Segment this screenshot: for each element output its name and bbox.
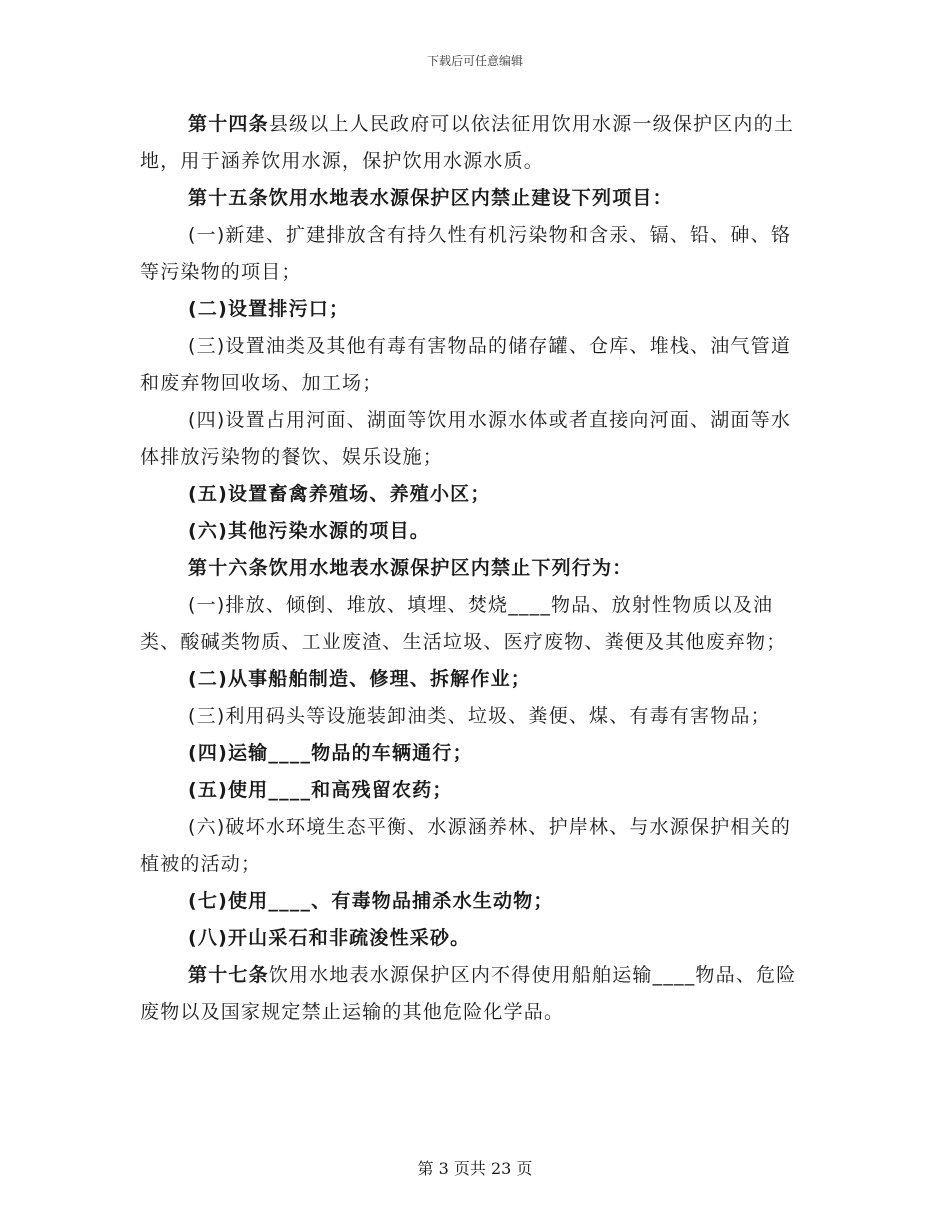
list-item: (八)开山采石和非疏浚性采砂。 bbox=[188, 927, 471, 949]
list-item: (四)运输____物品的车辆通行； bbox=[188, 742, 473, 764]
list-item: (六)其他污染水源的项目。 bbox=[188, 520, 430, 542]
list-item: (一)排放、倾倒、堆放、填埋、焚烧____物品、放射性物质以及油类、酸碱类物质、工业废渣、生活垃圾、医疗废物、粪便及其他废弃物； bbox=[140, 594, 787, 653]
article-label: 第十四条 bbox=[188, 113, 269, 135]
article-15-heading: 第十五条饮用水地表水源保护区内禁止建设下列项目： bbox=[188, 187, 673, 209]
article-text: 县级以上人民政府可以依法征用饮用水源一级保护区内的土地，用于涵养饮用水源，保护饮用水源水质。 bbox=[140, 113, 795, 172]
list-item: (五)设置畜禽养殖场、养殖小区； bbox=[188, 483, 491, 505]
list-item: (三)设置油类及其他有毒有害物品的储存罐、仓库、堆栈、油气管道和废弃物回收场、加工场； bbox=[140, 335, 792, 394]
list-item: (五)使用____和高残留农药； bbox=[188, 779, 453, 801]
article-text: 饮用水地表水源保护区内不得使用船舶运输____物品、危险废物以及国家规定禁止运输的其他危险化学品。 bbox=[140, 964, 797, 1023]
list-item: (二)设置排污口； bbox=[188, 298, 350, 320]
list-item: (七)使用____、有毒物品捕杀水生动物； bbox=[188, 890, 554, 912]
list-item: (四)设置占用河面、湖面等饮用水源水体或者直接向河面、湖面等水体排放污染物的餐饮、娱乐设施； bbox=[140, 409, 792, 468]
article-16-heading: 第十六条饮用水地表水源保护区内禁止下列行为： bbox=[188, 557, 633, 579]
article-17 bbox=[140, 957, 805, 1031]
page-header: 下载后可任意编辑 bbox=[426, 54, 523, 68]
article-14 bbox=[140, 106, 805, 180]
document-body bbox=[140, 106, 805, 1031]
list-item: (三)利用码头等设施装卸油类、垃圾、粪便、煤、有毒有害物品； bbox=[188, 705, 771, 727]
list-item: (六)破坏水环境生态平衡、水源涵养林、护岸林、与水源保护相关的植被的活动； bbox=[140, 816, 792, 875]
page-footer: 第 3 页共 23 页 bbox=[417, 1159, 533, 1178]
article-label: 第十七条 bbox=[188, 964, 269, 986]
list-item: (一)新建、扩建排放含有持久性有机污染物和含汞、镉、铅、砷、铬等污染物的项目； bbox=[140, 224, 792, 283]
list-item: (二)从事船舶制造、修理、拆解作业； bbox=[188, 668, 531, 690]
